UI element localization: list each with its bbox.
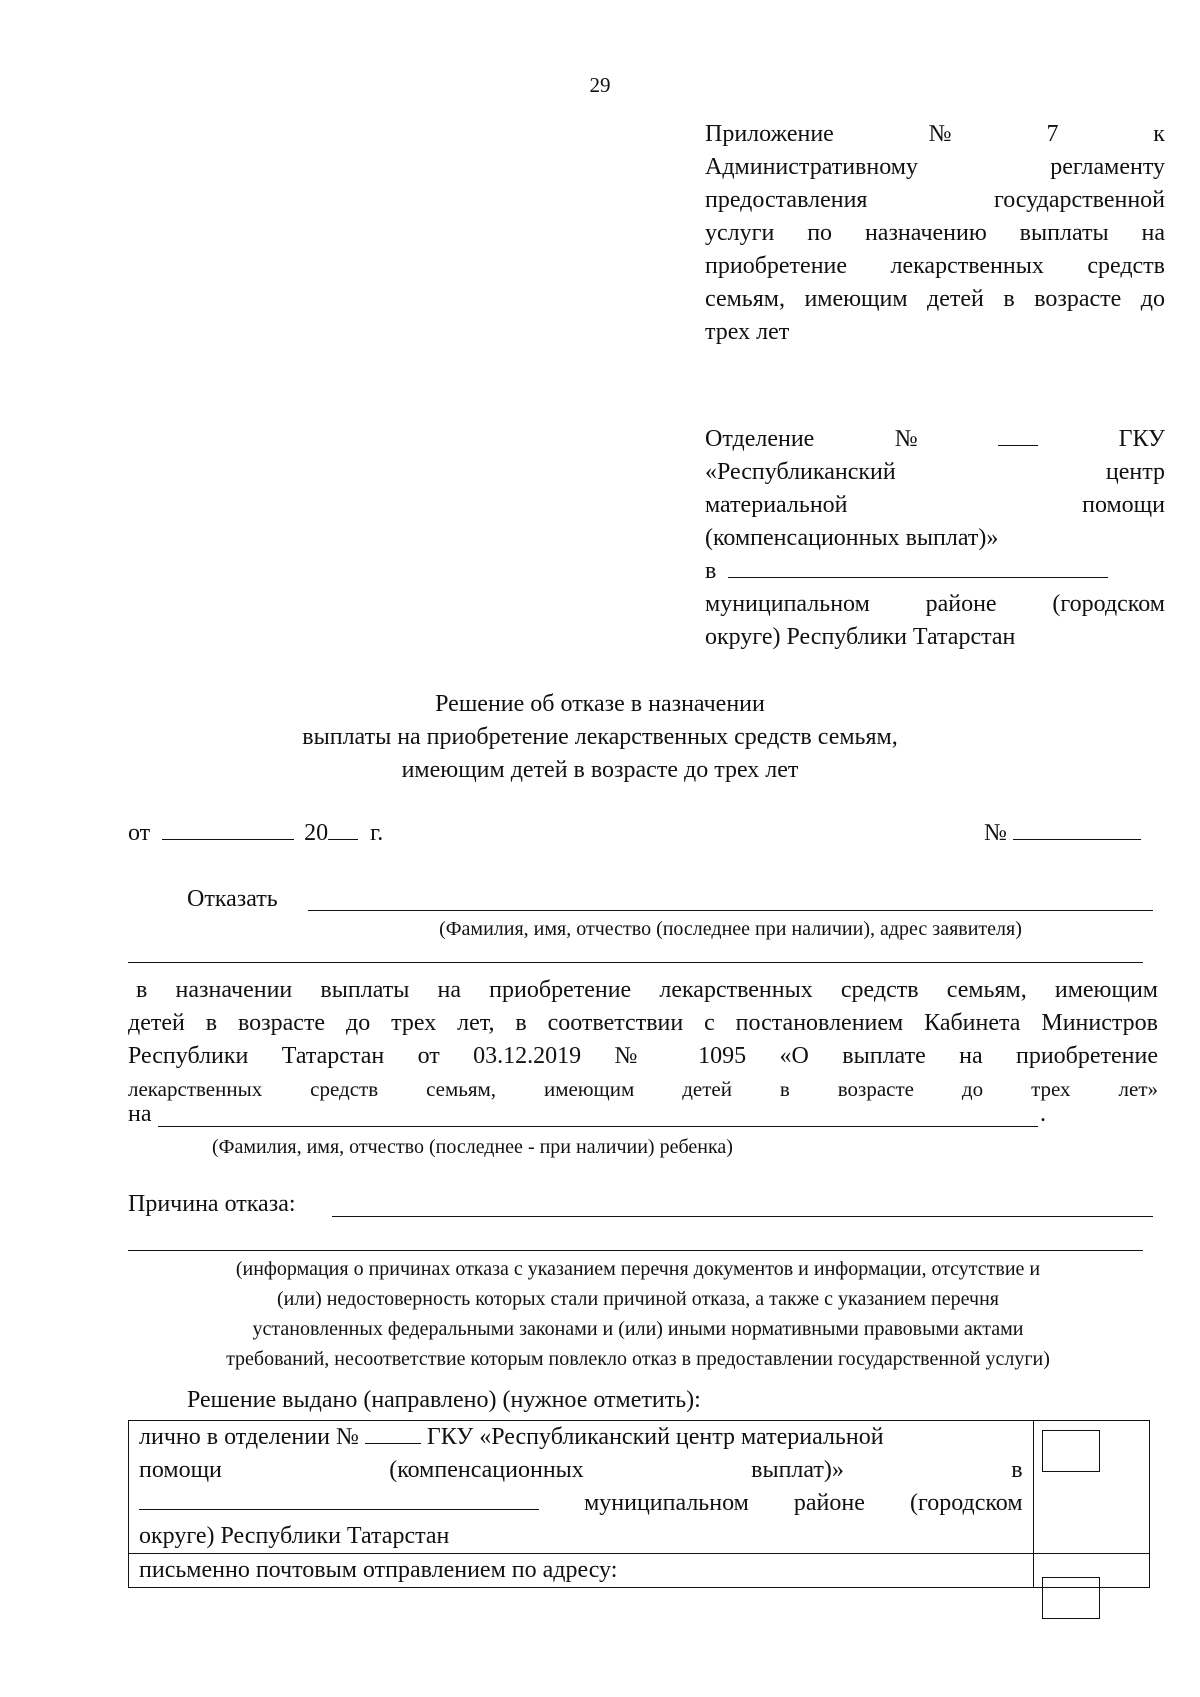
addressee-word: центр [1105,459,1165,485]
addressee-word: ГКУ [1118,426,1165,452]
year-field[interactable] [328,817,358,840]
appendix-word: к [1153,121,1165,147]
appendix-word: № [928,121,952,147]
appendix-line [705,151,1165,184]
addressee-block [705,423,1165,654]
child-name-field[interactable] [158,1126,1038,1127]
addressee-word: материальной [705,492,848,518]
reason-caption-line: (или) недостоверность которых стали причиной отказа, а также с указанием перечня [277,1288,999,1310]
body-line: в назначении выплаты на приобретение лекарственных средств семьям, имеющим [136,977,1158,1003]
option-word: районе [793,1490,865,1516]
option-word: (городском [909,1490,1023,1516]
body-line: Республики Татарстан от 03.12.2019 № 1095 «О выплате на приобретение [128,1043,1158,1069]
year-suffix: г. [370,820,384,846]
option-line [139,1487,1023,1520]
option-district-field[interactable] [139,1487,539,1510]
delivery-option-mail [129,1554,1150,1588]
delivery-option-text [129,1421,1034,1554]
appendix-line: услуги по назначению выплаты на [705,220,1165,246]
appendix-word: Административному [705,154,918,180]
body-line: лекарственных средств семьям, имеющим детей в возрасте до трех лет» [128,1077,1158,1101]
appendix-line: приобретение лекарственных средств [705,253,1165,279]
addressee-word: районе [925,591,997,617]
office-number-field[interactable] [365,1421,421,1444]
addressee-line [705,423,1165,456]
reason-caption-line: установленных федеральными законами и (или) иными нормативными правовыми актами [252,1318,1024,1340]
body-text [128,974,1158,1106]
option-word: выплат)» [751,1457,844,1483]
refuse-label: Отказать [187,886,278,912]
addressee-word: (городском [1052,591,1165,617]
addressee-word: № [894,426,918,452]
delivery-option-text [129,1554,1034,1588]
addressee-line [705,588,1165,621]
option-word: муниципальном [584,1490,749,1516]
title-line: Решение об отказе в назначении [435,691,765,717]
on-label: на [128,1101,152,1127]
appendix-line [705,118,1165,151]
mail-checkbox[interactable] [1042,1577,1100,1619]
reason-field-continued[interactable] [128,1250,1143,1251]
in-person-checkbox[interactable] [1042,1430,1100,1472]
addressee-line: округе) Республики Татарстан [705,624,1016,650]
addressee-word: Отделение [705,426,815,452]
date-row [128,817,1158,851]
option-word: лично в отделении № [139,1424,359,1450]
reason-caption-line: требований, несоответствие которым повлекло отказ в предоставлении государственной услуги) [226,1348,1050,1370]
option-line: округе) Республики Татарстан [139,1523,450,1549]
option-word: ГКУ «Республиканский центр материальной [426,1424,884,1450]
appendix-word: предоставления [705,187,868,213]
addressee-line [705,555,1165,588]
appendix-line: семьям, имеющим детей в возрасте до [705,286,1165,312]
decision-number-field[interactable] [1013,817,1141,840]
option-word: помощи [139,1457,222,1483]
option-line [139,1421,1023,1454]
option-line: письменно почтовым отправлением по адресу: [139,1557,618,1583]
appendix-word: Приложение [705,121,834,147]
delivery-option-in-person [129,1421,1150,1554]
appendix-line [705,184,1165,217]
option-line [139,1454,1023,1487]
appendix-word: 7 [1046,121,1059,147]
applicant-field[interactable] [308,910,1153,911]
reason-label: Причина отказа: [128,1191,296,1217]
addressee-word: муниципальном [705,591,870,617]
reason-caption-line: (информация о причинах отказа с указанием перечня документов и информации, отсутствие и [235,1258,1041,1280]
child-caption: (Фамилия, имя, отчество (последнее - при наличии) ребенка) [212,1136,733,1158]
appendix-word: государственной [993,187,1165,213]
option-word: в [1011,1457,1023,1483]
addressee-line [705,489,1165,522]
appendix-line: трех лет [705,319,790,345]
body-line: детей в возрасте до трех лет, в соответствии с постановлением Кабинета Министров [128,1010,1158,1036]
date-from-label: от [128,820,151,846]
body-period: . [1040,1101,1046,1127]
appendix-word: регламенту [1050,154,1165,180]
document-title [150,688,1050,787]
delivery-options-table [128,1420,1150,1588]
delivery-heading: Решение выдано (направлено) (нужное отметить): [187,1387,701,1413]
addressee-line [705,456,1165,489]
page-number: 29 [589,73,611,97]
addressee-word: в [705,558,717,584]
title-line: имеющим детей в возрасте до трех лет [401,757,799,783]
applicant-caption: (Фамилия, имя, отчество (последнее при наличии), адрес заявителя) [439,918,1022,940]
title-line: выплаты на приобретение лекарственных средств семьям, [302,724,898,750]
addressee-line: (компенсационных выплат)» [705,525,999,551]
addressee-word: помощи [1082,492,1165,518]
appendix-block [705,118,1165,349]
district-field[interactable] [728,555,1108,578]
applicant-field-continued[interactable] [128,962,1143,963]
year-prefix: 20 [304,820,329,846]
date-field[interactable] [162,817,294,840]
option-word: (компенсационных [389,1457,584,1483]
reason-field[interactable] [332,1216,1153,1217]
number-sign: № [984,820,1007,846]
department-number-field[interactable] [998,423,1038,446]
reason-caption [128,1254,1148,1374]
addressee-word: «Республиканский [705,459,896,485]
